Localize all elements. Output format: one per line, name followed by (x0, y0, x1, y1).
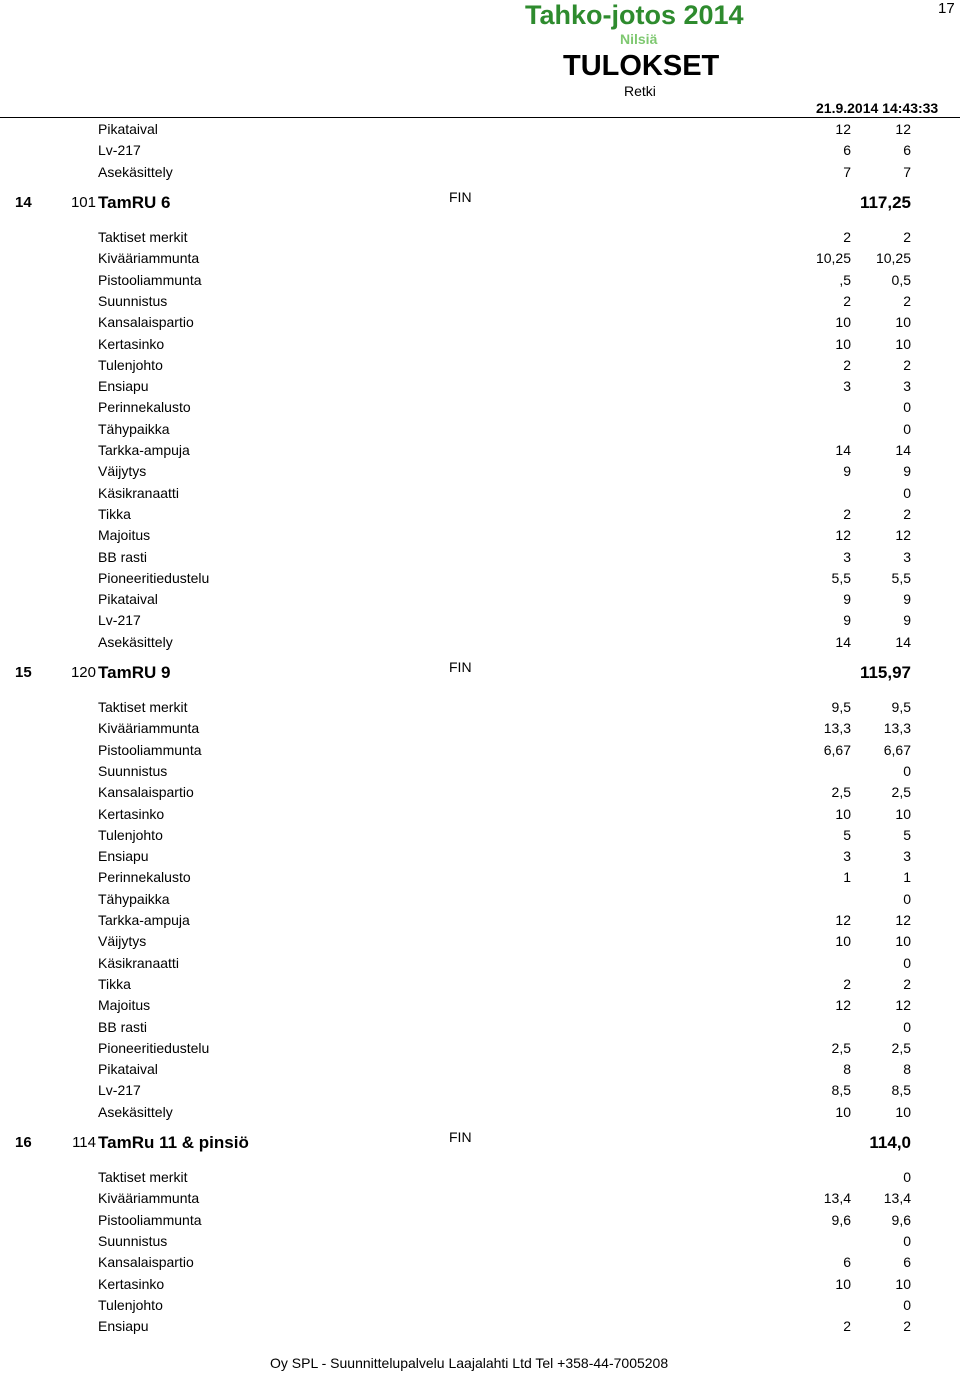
event-score: 2 (903, 975, 911, 992)
event-score: 9,6 (891, 1211, 911, 1228)
score-row (0, 931, 960, 951)
event-name: Lv-217 (98, 1082, 141, 1099)
score-row (0, 589, 960, 609)
team-name: TamRu 11 & pinsiö (98, 1133, 249, 1152)
event-points: 1 (843, 869, 851, 886)
team-rank: 16 (15, 1134, 32, 1151)
event-points: 5 (843, 826, 851, 843)
score-row (0, 568, 960, 588)
score-row (0, 974, 960, 994)
event-score: 10 (895, 933, 911, 950)
event-score: 7 (903, 163, 911, 180)
event-score: 0 (903, 762, 911, 779)
event-name: Tarkka-ampuja (98, 912, 190, 928)
event-score: 2,5 (891, 1039, 911, 1056)
score-row (0, 227, 960, 247)
event-points: 2 (843, 356, 851, 373)
event-name: Taktiset merkit (98, 229, 188, 245)
score-row (0, 1316, 960, 1336)
team-name: TamRU 6 (98, 193, 171, 212)
score-row (0, 525, 960, 545)
event-name: Pikataival (98, 591, 158, 608)
event-score: 10 (895, 314, 911, 331)
event-points: 3 (843, 848, 851, 865)
event-score: 2,5 (891, 784, 911, 801)
results-heading: TULOKSET (563, 50, 720, 82)
report-datetime: 21.9.2014 14:43:33 (816, 100, 939, 116)
event-score: 3 (903, 548, 911, 565)
score-row (0, 740, 960, 760)
event-name: Väijytys (98, 463, 147, 480)
event-points: 9,6 (831, 1211, 851, 1228)
score-row (0, 804, 960, 824)
score-row (0, 632, 960, 652)
team-country: FIN (449, 1129, 472, 1145)
event-points: 6 (843, 142, 851, 159)
score-row (0, 419, 960, 439)
event-score: 14 (895, 442, 911, 458)
score-row (0, 162, 960, 182)
score-row (0, 846, 960, 866)
event-score: 5,5 (891, 569, 911, 586)
event-name: Kansalaispartio (98, 784, 194, 801)
score-row (0, 504, 960, 524)
score-row (0, 119, 960, 139)
team-total: 117,25 (859, 193, 911, 212)
score-row (0, 461, 960, 481)
event-score: 0 (903, 1296, 911, 1313)
event-name: Suunnistus (98, 762, 168, 779)
score-row (0, 825, 960, 845)
team-total: 114,0 (869, 1133, 911, 1152)
team-name: TamRU 9 (98, 663, 171, 682)
event-name: Tarkka-ampuja (98, 442, 190, 458)
event-name: Tikka (98, 975, 131, 992)
event-name: Kertasinko (98, 1275, 165, 1292)
event-points: ,5 (839, 271, 851, 288)
event-points: 8,5 (831, 1082, 851, 1099)
score-row (0, 1231, 960, 1251)
score-row (0, 782, 960, 802)
event-name: Taktiset merkit (98, 699, 188, 715)
event-name: Perinnekalusto (98, 869, 191, 886)
event-name: Ensiapu (98, 848, 149, 865)
event-name: Tulenjohto (98, 1296, 163, 1313)
event-score: 2 (903, 505, 911, 522)
score-row (0, 910, 960, 930)
event-name: Asekäsittely (98, 633, 173, 650)
event-score: 0 (903, 399, 911, 416)
event-score: 9 (903, 463, 911, 480)
team-country: FIN (449, 189, 472, 205)
event-score: 8,5 (891, 1082, 911, 1099)
score-row (0, 397, 960, 417)
category-label: Retki (624, 83, 656, 99)
event-name: Tulenjohto (98, 356, 163, 373)
team-number: 120 (70, 664, 96, 681)
event-points: 9 (843, 591, 851, 608)
score-row (0, 953, 960, 973)
score-row (0, 291, 960, 311)
event-points: 13,4 (823, 1190, 851, 1207)
event-name: Kertasinko (98, 335, 165, 352)
event-score: 0 (903, 890, 911, 907)
event-points: 2,5 (831, 784, 851, 801)
event-points: 10 (835, 1275, 851, 1292)
event-name: Pioneeritiedustelu (98, 1039, 210, 1056)
event-name: Perinnekalusto (98, 399, 191, 416)
event-points: 9 (843, 463, 851, 480)
event-name: Kertasinko (98, 805, 165, 822)
team-rank: 15 (15, 664, 32, 681)
event-points: 6 (843, 1254, 851, 1271)
event-score: 9 (903, 591, 911, 608)
event-score: 2 (903, 356, 911, 373)
team-total: 115,97 (859, 663, 911, 682)
score-row (0, 1102, 960, 1122)
event-score: 2 (903, 292, 911, 309)
score-row (0, 248, 960, 268)
score-row (0, 1252, 960, 1272)
event-name: Lv-217 (98, 612, 141, 629)
score-row (0, 867, 960, 887)
event-points: 10 (835, 933, 851, 950)
event-score: 3 (903, 378, 911, 395)
event-score: 3 (903, 848, 911, 865)
score-row (0, 1188, 960, 1208)
event-points: 2,5 (831, 1039, 851, 1056)
score-row (0, 995, 960, 1015)
event-name: Käsikranaatti (98, 954, 179, 971)
score-row (0, 334, 960, 354)
event-score: 6,67 (883, 741, 911, 758)
event-score: 1 (903, 869, 911, 886)
score-row (0, 440, 960, 460)
event-name: Pikataival (98, 121, 158, 137)
event-points: 6,67 (823, 741, 851, 758)
score-row (0, 1038, 960, 1058)
event-points: 10,25 (815, 250, 851, 267)
event-name: Tikka (98, 505, 131, 522)
score-row (0, 1274, 960, 1294)
event-score: 0 (903, 484, 911, 501)
event-score: 13,3 (883, 720, 911, 737)
event-name: Väijytys (98, 933, 147, 950)
event-name: Kivääriammunta (98, 250, 200, 267)
score-row (0, 1017, 960, 1037)
event-name: Asekäsittely (98, 1103, 173, 1120)
event-score: 12 (895, 912, 911, 928)
event-score: 0 (903, 1232, 911, 1249)
event-points: 3 (843, 378, 851, 395)
event-score: 6 (903, 142, 911, 159)
event-score: 2 (903, 1318, 911, 1335)
score-row (0, 376, 960, 396)
score-row (0, 1080, 960, 1100)
score-row (0, 697, 960, 717)
team-header (0, 1130, 960, 1156)
score-row (0, 1167, 960, 1187)
event-points: 9,5 (831, 699, 851, 715)
event-score: 10 (895, 805, 911, 822)
event-name: Taktiset merkit (98, 1169, 188, 1185)
event-score: 14 (895, 633, 911, 650)
event-score: 6 (903, 1254, 911, 1271)
event-name: Kivääriammunta (98, 720, 200, 737)
team-header (0, 660, 960, 686)
event-points: 3 (843, 548, 851, 565)
event-name: Suunnistus (98, 1232, 168, 1249)
event-points: 10 (835, 805, 851, 822)
event-points: 2 (843, 505, 851, 522)
event-name: BB rasti (98, 548, 148, 565)
score-row (0, 355, 960, 375)
event-points: 2 (843, 292, 851, 309)
event-location: Nilsiä (620, 31, 658, 47)
score-row (0, 1059, 960, 1079)
event-name: Käsikranaatti (98, 484, 179, 501)
page-number: 17 (938, 0, 955, 17)
event-score: 0 (903, 420, 911, 437)
event-name: Pistooliammunta (98, 271, 202, 288)
score-row (0, 140, 960, 160)
score-row (0, 610, 960, 630)
event-name: Kansalaispartio (98, 314, 194, 331)
event-score: 0 (903, 1169, 911, 1185)
team-header (0, 190, 960, 216)
event-score: 5 (903, 826, 911, 843)
event-name: Suunnistus (98, 292, 168, 309)
team-rank: 14 (15, 194, 32, 211)
event-points: 7 (843, 163, 851, 180)
event-name: Ensiapu (98, 1318, 149, 1335)
score-row (0, 761, 960, 781)
event-score: 10,25 (875, 250, 911, 267)
event-points: 13,3 (823, 720, 851, 737)
event-points: 2 (843, 1318, 851, 1335)
event-name: Tulenjohto (98, 826, 163, 843)
team-number: 114 (72, 1134, 96, 1151)
event-name: Pioneeritiedustelu (98, 569, 210, 586)
score-row (0, 718, 960, 738)
score-row (0, 547, 960, 567)
event-points: 5,5 (831, 569, 851, 586)
event-score: 12 (895, 121, 911, 137)
event-name: BB rasti (98, 1018, 148, 1035)
event-score: 2 (903, 229, 911, 245)
team-number: 101 (70, 194, 96, 211)
event-name: Tähypaikka (98, 890, 170, 907)
event-score: 0 (903, 1018, 911, 1035)
event-score: 9,5 (891, 699, 911, 715)
score-row (0, 483, 960, 503)
event-points: 2 (843, 975, 851, 992)
event-points: 12 (835, 527, 851, 544)
event-points: 12 (835, 912, 851, 928)
score-row (0, 1210, 960, 1230)
event-points: 12 (835, 997, 851, 1014)
event-points: 8 (843, 1061, 851, 1078)
score-row (0, 1295, 960, 1315)
event-name: Kansalaispartio (98, 1254, 194, 1271)
event-score: 8 (903, 1061, 911, 1078)
event-name: Majoitus (98, 997, 151, 1014)
event-title: Tahko-jotos 2014 (525, 0, 744, 30)
event-name: Tähypaikka (98, 420, 170, 437)
event-score: 12 (895, 527, 911, 544)
event-score: 9 (903, 612, 911, 629)
event-score: 10 (895, 1275, 911, 1292)
event-score: 0,5 (891, 271, 911, 288)
event-score: 10 (895, 1103, 911, 1120)
event-name: Majoitus (98, 527, 151, 544)
score-row (0, 889, 960, 909)
score-row (0, 270, 960, 290)
event-score: 13,4 (883, 1190, 911, 1207)
event-name: Ensiapu (98, 378, 149, 395)
event-name: Pistooliammunta (98, 741, 202, 758)
event-points: 14 (835, 442, 851, 458)
event-name: Pistooliammunta (98, 1211, 202, 1228)
event-points: 9 (843, 612, 851, 629)
event-name: Lv-217 (98, 142, 141, 159)
team-country: FIN (449, 659, 472, 675)
event-score: 0 (903, 954, 911, 971)
event-points: 12 (835, 121, 851, 137)
score-row (0, 312, 960, 332)
event-name: Asekäsittely (98, 163, 173, 180)
event-name: Kivääriammunta (98, 1190, 200, 1207)
event-score: 10 (895, 335, 911, 352)
event-points: 10 (835, 1103, 851, 1120)
event-points: 10 (835, 335, 851, 352)
event-points: 10 (835, 314, 851, 331)
event-points: 2 (843, 229, 851, 245)
header-rule (0, 117, 960, 118)
event-name: Pikataival (98, 1061, 158, 1078)
event-points: 14 (835, 633, 851, 650)
page-footer: Oy SPL - Suunnittelupalvelu Laajalahti Ltd Tel +358-44-7005208 (270, 1355, 669, 1371)
event-score: 12 (895, 997, 911, 1014)
